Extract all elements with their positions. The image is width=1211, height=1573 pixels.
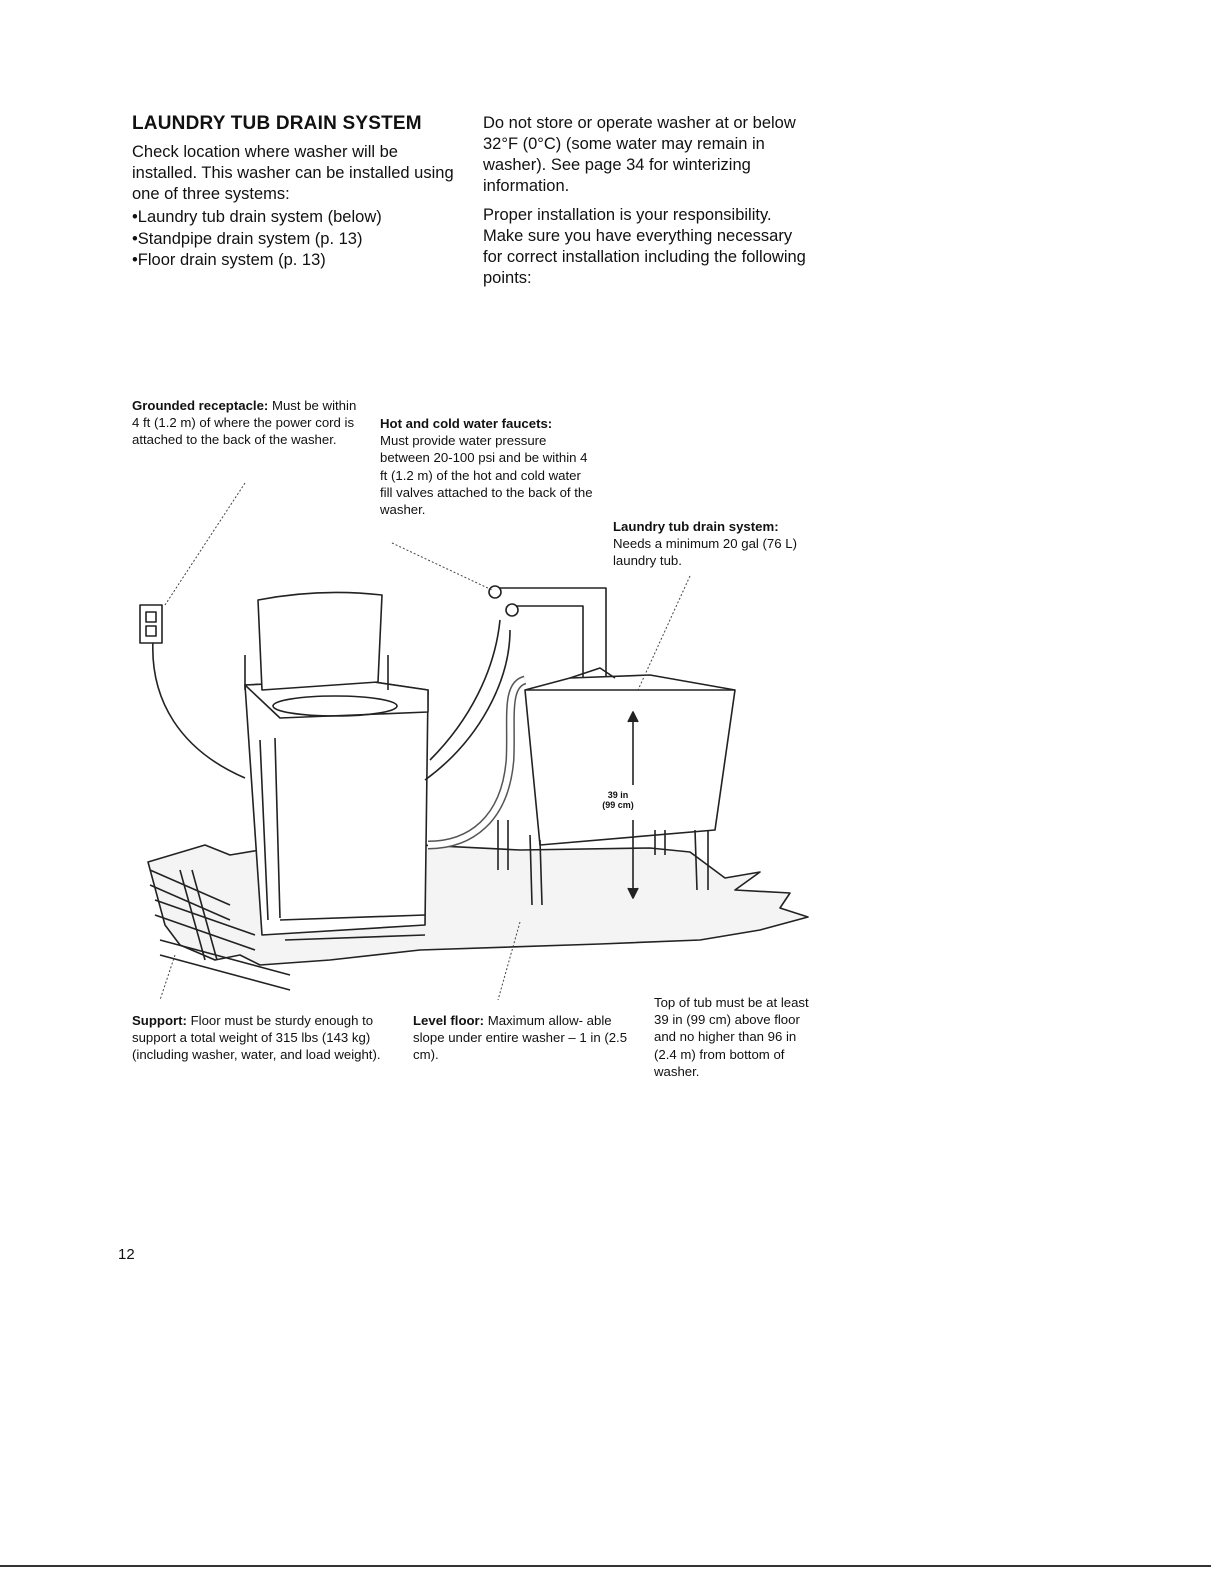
level-floor-callout xyxy=(413,1012,628,1064)
power-cord xyxy=(153,640,245,778)
grounded-receptacle-callout xyxy=(132,397,357,449)
faucet-hot xyxy=(489,586,501,598)
floor-slab xyxy=(148,840,808,965)
water-faucets-callout xyxy=(380,415,595,518)
callout-text: Top of tub must be at least 39 in (99 cm) above floor and no higher than 96 in (2.4 m) from bottom of washer. xyxy=(654,995,809,1079)
water-hose xyxy=(430,620,500,760)
dimension-inches: 39 in xyxy=(607,790,629,800)
water-hose xyxy=(425,630,510,780)
water-pipe xyxy=(495,588,606,680)
dimension-cm: (99 cm) xyxy=(602,800,634,810)
responsibility-paragraph: Proper installation is your responsibility. Make sure you have everything necessary for correct installation including the following points: xyxy=(483,206,806,287)
freeze-warning-paragraph: Do not store or operate washer at or below 32°F (0°C) (some water may remain in washer). See page 34 for winterizing information. xyxy=(483,114,796,195)
dimension-label xyxy=(598,790,638,810)
bottom-rule xyxy=(0,1565,1211,1567)
callout-title: Grounded receptacle: xyxy=(132,398,269,413)
page-number: 12 xyxy=(118,1246,135,1263)
tub-height-callout xyxy=(654,994,814,1080)
list-item: • Floor drain system (p. 13) xyxy=(132,250,462,272)
callout-text: Floor must be sturdy enough to support a total weight of 315 lbs (143 kg) (including washer, water, and load weight). xyxy=(132,1013,381,1063)
water-pipe xyxy=(510,606,583,680)
washer-lid xyxy=(258,592,382,690)
intro-paragraph: Check location where washer will be installed. This washer can be installed using one of three systems: xyxy=(132,143,454,203)
leader-line xyxy=(638,576,690,690)
callout-title: Laundry tub drain system: xyxy=(613,519,779,534)
grounded-receptacle xyxy=(140,605,162,643)
callout-text: Maximum allow- able slope under entire washer – 1 in (2.5 cm). xyxy=(413,1013,628,1063)
faucet-cold xyxy=(506,604,518,616)
list-item: • Laundry tub drain system (below) xyxy=(132,207,462,229)
laundry-tub xyxy=(525,675,735,845)
leader-line xyxy=(392,543,492,590)
washer-cabinet xyxy=(245,680,428,935)
callout-text: Must provide water pressure between 20-100 psi and be within 4 ft (1.2 m) of the hot and cold water fill valves attached to the back of the washer. xyxy=(380,433,593,518)
callout-title: Hot and cold water faucets: xyxy=(380,416,553,431)
callout-title: Support: xyxy=(132,1013,187,1028)
callout-title: Level floor: xyxy=(413,1013,485,1028)
callout-text: Must be within 4 ft (1.2 m) of where the power cord is attached to the back of the washer. xyxy=(132,398,357,448)
leader-line xyxy=(165,483,245,605)
leader-line xyxy=(160,955,175,1000)
support-callout xyxy=(132,1012,387,1064)
section-heading: LAUNDRY TUB DRAIN SYSTEM xyxy=(132,113,422,134)
list-item: • Standpipe drain system (p. 13) xyxy=(132,229,462,251)
callout-text: Needs a minimum 20 gal (76 L) laundry tub. xyxy=(613,536,797,569)
tub-drain-callout xyxy=(613,518,828,570)
